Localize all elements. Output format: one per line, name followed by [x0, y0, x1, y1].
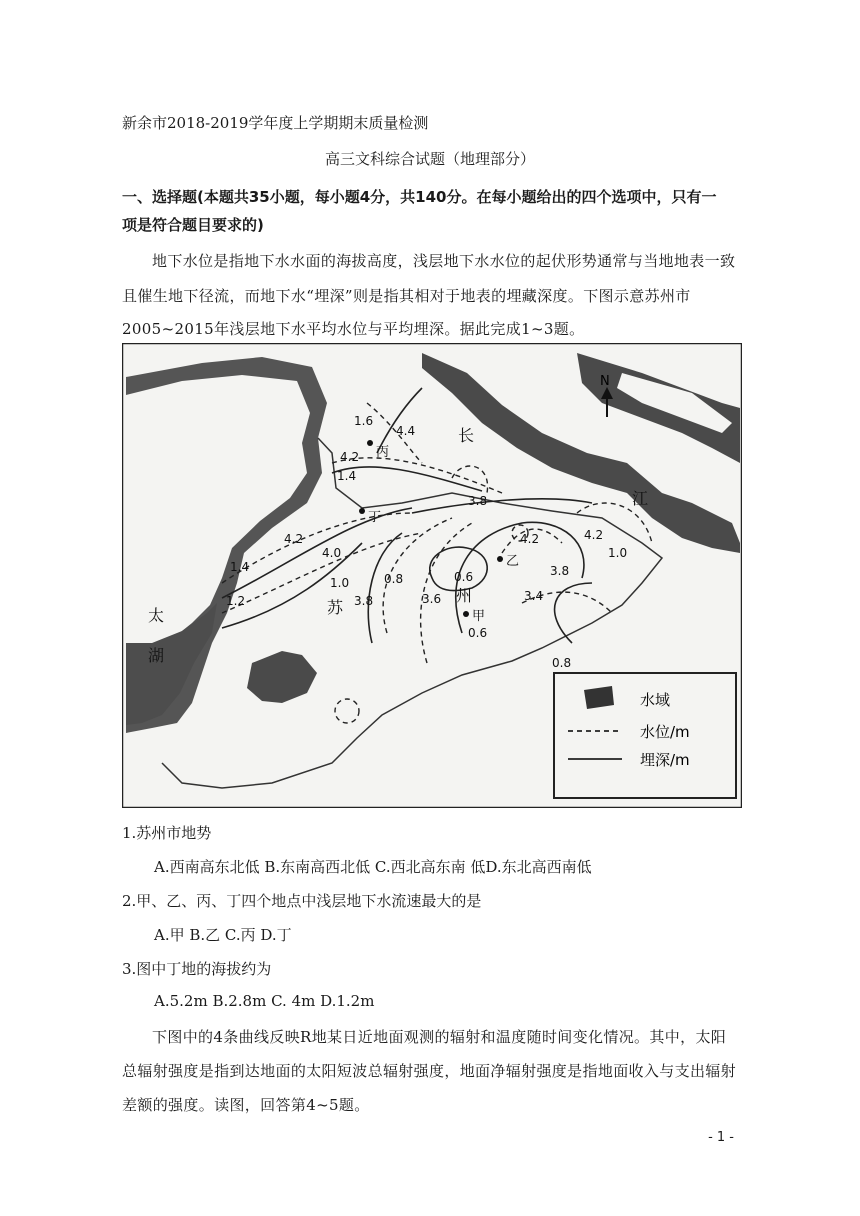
svg-text:3.8: 3.8	[354, 594, 374, 608]
label-jiang: 江	[632, 489, 649, 508]
svg-text:3.4: 3.4	[524, 589, 544, 603]
map-legend	[554, 673, 736, 798]
svg-text:4.2: 4.2	[520, 532, 540, 546]
svg-text:4.2: 4.2	[340, 450, 360, 464]
question-2-options: A.甲 B.乙 C.丙 D.丁	[154, 926, 292, 944]
legend-level-label: 水位/m	[640, 723, 690, 741]
legend-water-label: 水域	[640, 691, 671, 709]
question-1-stem: 1.苏州市地势	[122, 824, 212, 842]
svg-text:0.8: 0.8	[384, 572, 404, 586]
svg-text:1.6: 1.6	[354, 414, 374, 428]
svg-text:1.2: 1.2	[226, 594, 246, 608]
svg-text:1.4: 1.4	[337, 469, 357, 483]
question-3-stem: 3.图中丁地的海拔约为	[122, 960, 272, 978]
point-yi	[497, 556, 503, 562]
label-su: 苏	[327, 598, 344, 617]
svg-text:0.8: 0.8	[552, 656, 572, 670]
svg-text:0.6: 0.6	[454, 570, 474, 584]
legend-water-swatch	[584, 686, 614, 709]
intro-line3: 2005~2015年浅层地下水平均水位与平均埋深。据此完成1~3题。	[122, 320, 585, 338]
point-bing	[367, 440, 373, 446]
svg-text:3.8: 3.8	[550, 564, 570, 578]
svg-text:3.6: 3.6	[422, 592, 442, 606]
svg-text:4.2: 4.2	[584, 528, 604, 542]
label-yi: 乙	[506, 554, 520, 569]
label-tai: 太	[148, 606, 165, 625]
svg-text:3.8: 3.8	[468, 494, 488, 508]
intro-line1: 地下水位是指地下水水面的海拔高度，浅层地下水水位的起伏形势通常与当地地表一致	[152, 252, 736, 270]
svg-text:0.6: 0.6	[468, 626, 488, 640]
label-chang: 长	[458, 426, 475, 445]
svg-text:1.4: 1.4	[230, 560, 250, 574]
intro2-line2: 总辐射强度是指到达地面的太阳短波总辐射强度，地面净辐射强度是指地面收入与支出辐射	[122, 1062, 737, 1080]
section-heading-line2: 项是符合题目要求的)	[122, 216, 264, 234]
svg-text:4.4: 4.4	[396, 424, 416, 438]
label-bing: 丙	[376, 445, 390, 460]
section-heading-line1: 一、选择题(本题共35小题，每小题4分，共140分。在每小题给出的四个选项中，只有一	[122, 188, 717, 206]
question-2-stem: 2.甲、乙、丙、丁四个地点中浅层地下水流速最大的是	[122, 892, 482, 910]
intro2-line1: 下图中的4条曲线反映R地某日近地面观测的辐射和温度随时间变化情况。其中，太阳	[152, 1028, 727, 1046]
label-ding: 丁	[368, 510, 382, 525]
svg-text:4.2: 4.2	[284, 532, 304, 546]
svg-text:1.0: 1.0	[330, 576, 350, 590]
svg-text:N: N	[600, 374, 610, 389]
question-3-options: A.5.2m B.2.8m C. 4m D.1.2m	[154, 992, 375, 1010]
exam-title: 高三文科综合试题（地理部分）	[324, 150, 535, 168]
intro2-line3: 差额的强度。读图，回答第4~5题。	[122, 1096, 370, 1114]
intro-line2: 且催生地下径流，而地下水“埋深”则是指其相对于地表的埋藏深度。下图示意苏州市	[122, 287, 691, 305]
svg-text:1.0: 1.0	[608, 546, 628, 560]
exam-header: 新余市2018-2019学年度上学期期末质量检测	[122, 114, 429, 132]
point-ding	[359, 508, 365, 514]
question-1-options: A.西南高东北低 B.东南高西北低 C.西北高东南 低D.东北高西南低	[154, 858, 592, 876]
label-hu: 湖	[148, 646, 165, 665]
svg-text:4.0: 4.0	[322, 546, 342, 560]
point-jia	[463, 611, 469, 617]
label-zhou: 州	[456, 586, 473, 605]
page-number: - 1 -	[708, 1130, 734, 1145]
legend-depth-label: 埋深/m	[640, 751, 690, 769]
label-jia: 甲	[472, 609, 486, 624]
suzhou-groundwater-map	[122, 343, 742, 808]
